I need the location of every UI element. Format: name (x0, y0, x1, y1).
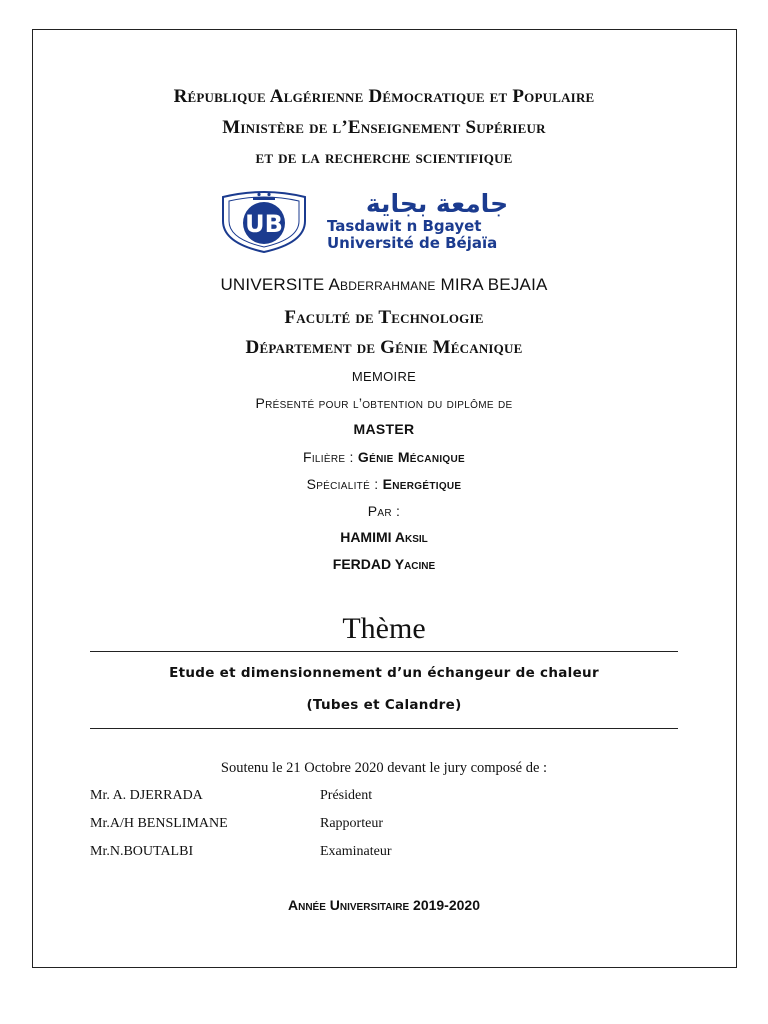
header-research: et de la recherche scientifique (255, 147, 513, 168)
specialite-line (0, 476, 768, 492)
jury-member-role: Examinateur (320, 844, 392, 859)
thesis-purpose: Présenté pour l’obtention du diplôme de (255, 395, 513, 411)
university-logo (219, 190, 549, 254)
faculty-name: Faculté de Technologie (284, 307, 484, 328)
thesis-type: MEMOIRE (351, 369, 417, 384)
specialite-value: Energétique (382, 476, 462, 492)
filiere-label: Filière : (303, 449, 354, 465)
filiere-line (0, 449, 768, 465)
department-name: Département de Génie Mécanique (245, 337, 523, 358)
jury-member-role: Rapporteur (320, 816, 383, 831)
jury-member-role: Président (320, 788, 373, 803)
filiere-value: Génie Mécanique (357, 449, 465, 465)
jury-member-name: Mr.N.BOUTALBI (90, 844, 194, 859)
theme-heading: Thème (342, 612, 426, 645)
university-emblem-icon (219, 191, 309, 253)
logo-tasdawit: Tasdawit n Bgayet (327, 217, 482, 235)
theme-top-rule (90, 651, 678, 652)
subject-line-1: Etude et dimensionnement d’un échangeur de chaleur (169, 665, 599, 681)
jury-intro: Soutenu le 21 Octobre 2020 devant le jury composé de : (220, 760, 548, 776)
author-2: FERDAD Yacine (332, 556, 436, 572)
jury-member-name: Mr. A. DJERRADA (90, 788, 203, 803)
subject-line-2: (Tubes et Calandre) (306, 697, 462, 713)
header-republic: République Algérienne Démocratique et Populaire (173, 86, 595, 107)
degree: MASTER (353, 421, 415, 437)
jury-member-name: Mr.A/H BENSLIMANE (90, 816, 228, 831)
academic-year: Année Universitaire 2019-2020 (287, 897, 480, 913)
theme-bottom-rule (90, 728, 678, 729)
svg-text:UB: UB (245, 210, 283, 238)
specialite-label: Spécialité : (306, 476, 379, 492)
by-label: Par : (367, 503, 401, 519)
author-1: HAMIMI Aksil (340, 529, 428, 545)
university-name: UNIVERSITE Abderrahmane MIRA BEJAIA (220, 275, 548, 294)
logo-arabic-name: جامعة بجاية (365, 189, 509, 218)
header-ministry: Ministère de l’Enseignement Supérieur (222, 117, 546, 138)
logo-universite: Université de Béjaïa (327, 234, 498, 252)
logo-wordmark (325, 190, 549, 252)
